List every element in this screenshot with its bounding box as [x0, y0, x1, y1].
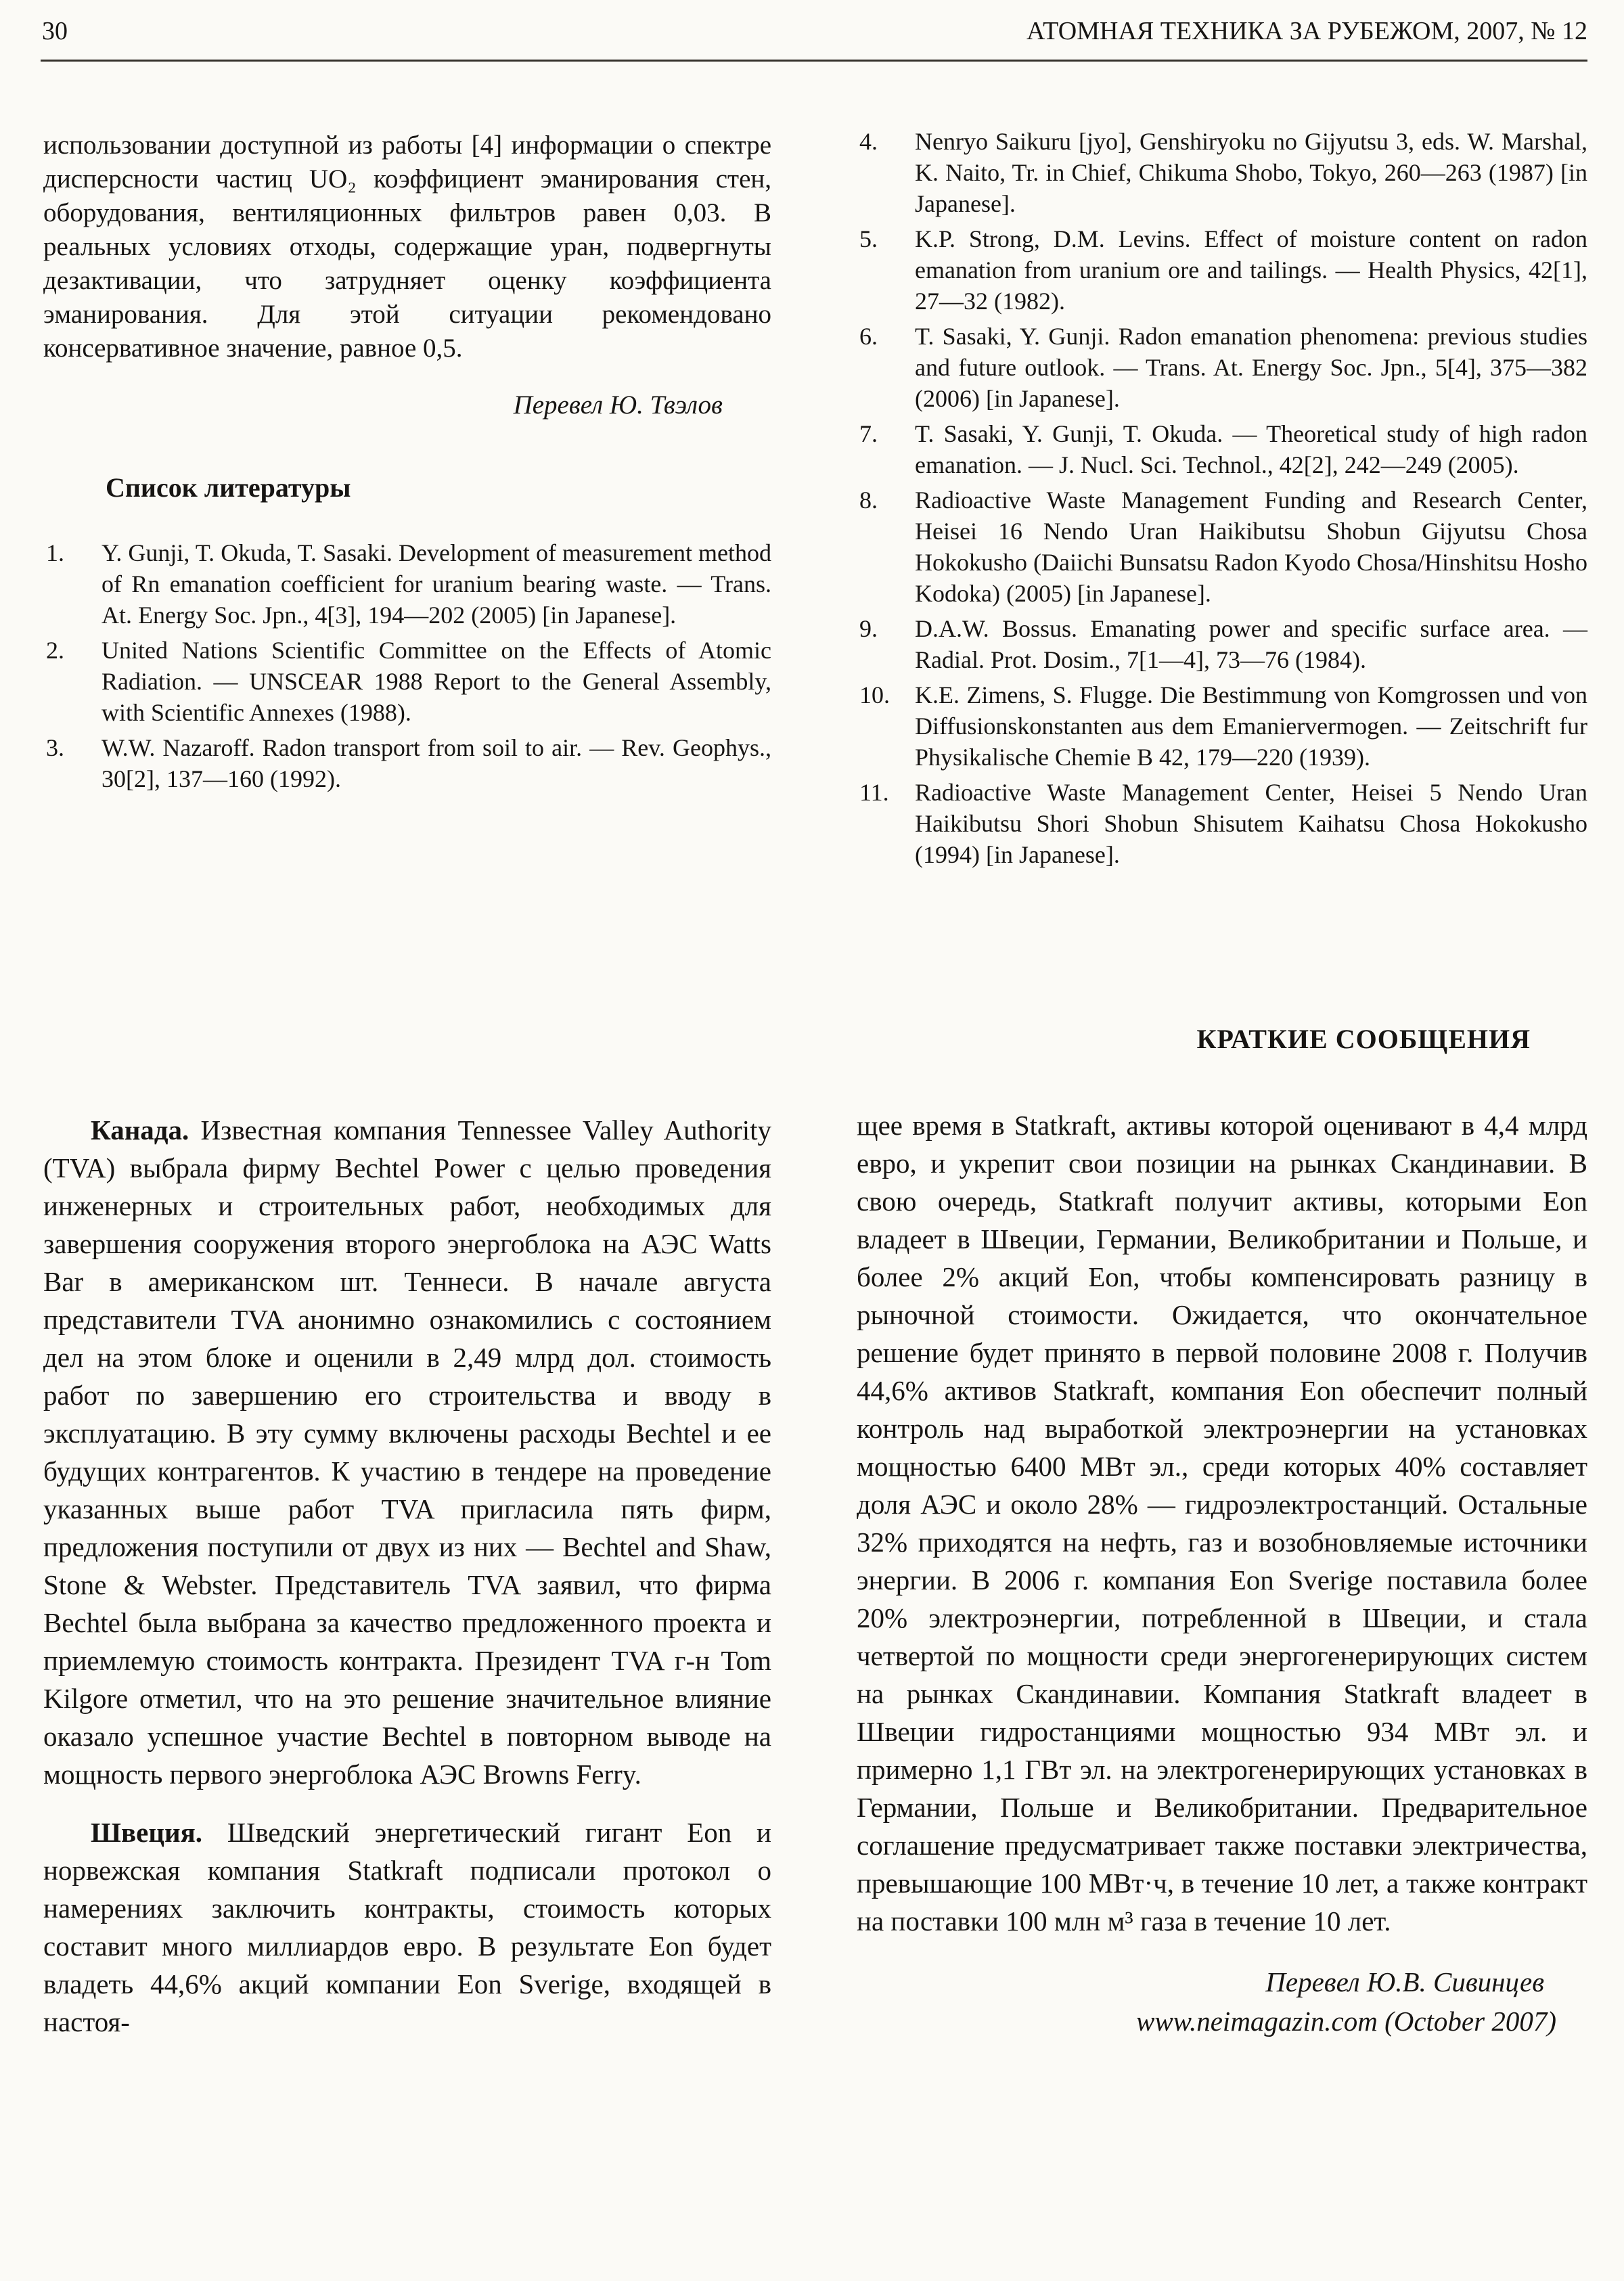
reference-item — [43, 635, 771, 728]
reference-text: T. Sasaki, Y. Gunji, T. Okuda. — Theoretical study of high radon emanation. — J. Nucl. Sci. Technol., 42[2], 242—249 (2005). — [915, 420, 1587, 478]
sweden-lead: Швеция. — [91, 1817, 203, 1848]
reference-item — [857, 679, 1587, 773]
reference-item — [857, 418, 1587, 480]
references-list-left — [43, 537, 771, 794]
reference-text: K.E. Zimens, S. Flugge. Die Bestimmung von Komgrossen und von Diffusionskonstanten aus dem Emaniervermogen. — Zeitschrift fur Physikalische Chemie B 42, 179—220 (1939). — [915, 681, 1587, 771]
reference-number: 1. — [46, 539, 64, 566]
reference-item — [857, 223, 1587, 317]
reference-number: 9. — [859, 615, 878, 642]
reference-number: 8. — [859, 487, 878, 514]
news-paragraph-continuation: щее время в Statkraft, активы которой оценивают в 4,4 млрд евро, и укрепит свои позиции на рынках Скандинавии. В свою очередь, Statkraft получит активы, которыми Eon владеет в Швеции, Германии, Великобритании и Польше, и более 2% акций Eon, чтобы компенсировать разницу в рыночной стоимости. Ожидается, что окончательное решение будет принято в первой половине 2008 г. Получив 44,6% активов Statkraft, компания Eon обеспечит полный контроль над выработкой электроэнергии на установках мощностью 6400 МВт эл., среди которых 40% составляет доля АЭС и около 28% — гидроэлектростанций. Остальные 32% приходятся на нефть, газ и возобновляемые источники энергии. В 2006 г. компания Eon Sverige поставила более 20% электроэнергии, потребленной в Швеции, и стала четвертой по мощности среди энергогенерирующих систем на рынках Скандинавии. Компания Statkraft владеет в Швеции гидростанциями мощностью 934 МВт эл. и примерно 1,1 ГВт эл. на электрогенерирующих установках в Германии, Польше и Великобритании. Предварительное соглашение предусматривает также поставки электричества, превышающие 100 МВт·ч, в течение 10 лет, а также контракт на поставки 100 млн м³ газа в течение 10 лет. — [857, 1110, 1587, 1937]
news-paragraph-canada — [43, 1111, 771, 1793]
sweden-text: Шведский энергетический гигант Eon и норвежская компания Statkraft подписали протокол о намерениях заключить контракты, стоимость которых составит много миллиардов евро. В результате Eon будет владеть 44,6% акций компании Eon Sverige, входящей в настоя- — [43, 1817, 772, 2037]
reference-number: 2. — [46, 637, 64, 664]
reference-item — [43, 732, 771, 794]
reference-text: Nenryo Saikuru [jyo], Genshiryoku no Gijyutsu 3, eds. W. Marshal, K. Naito, Tr. in Chief, Chikuma Shobo, Tokyo, 260—263 (1987) [in Japanese]. — [915, 128, 1587, 217]
reference-number: 3. — [46, 734, 64, 761]
left-column-news — [43, 1111, 771, 2041]
reference-text: Radioactive Waste Management Center, Heisei 5 Nendo Uran Haikibutsu Shori Shobun Shisutem Kaihatsu Chosa Hokokusho (1994) [in Japanese]. — [915, 779, 1587, 868]
right-column-top — [857, 126, 1587, 874]
page-number: 30 — [42, 17, 68, 45]
brief-news-heading: КРАТКИЕ СООБЩЕНИЯ — [1196, 1024, 1531, 1054]
reference-text: T. Sasaki, Y. Gunji. Radon emanation phenomena: previous studies and future outlook. — Trans. At. Energy Soc. Jpn., 5[4], 375—382 (2006) [in Japanese]. — [915, 323, 1587, 412]
translator-line-1: Перевел Ю. Твэлов — [513, 390, 723, 420]
canada-lead: Канада. — [91, 1114, 189, 1146]
reference-number: 11. — [859, 779, 889, 806]
reference-item — [857, 484, 1587, 609]
reference-number: 10. — [859, 681, 890, 708]
source-line: www.neimagazin.com (October 2007) — [1135, 2006, 1556, 2037]
journal-title: АТОМНАЯ ТЕХНИКА ЗА РУБЕЖОМ, 2007, № 12 — [1026, 17, 1587, 45]
right-column-news — [857, 1023, 1587, 2037]
header-rule — [41, 60, 1587, 62]
reference-text: D.A.W. Bossus. Emanating power and specific surface area. — Radial. Prot. Dosim., 7[1—4], 73—76 (1984). — [915, 615, 1587, 673]
reference-number: 7. — [859, 420, 878, 447]
reference-item — [43, 537, 771, 631]
reference-number: 4. — [859, 128, 878, 155]
left-column-top — [43, 129, 771, 798]
reference-text: Radioactive Waste Management Funding and Research Center, Heisei 16 Nendo Uran Haikibutsu Shobun Gijyutsu Chosa Hokokusho (Daiichi Bunsatsu Radon Kyodo Chosa/Hinshitsu Hosho Kodoka) (2005) [in Japanese]. — [915, 487, 1587, 607]
translator-line-2: Перевел Ю.В. Сивинцев — [1265, 1966, 1544, 1997]
news-paragraph-sweden — [43, 1813, 771, 2041]
reference-text: United Nations Scientific Committee on the Effects of Atomic Radiation. — UNSCEAR 1988 Report to the General Assembly, with Scientific Annexes (1988). — [102, 637, 771, 726]
canada-text: Известная компания Tennessee Valley Authority (TVA) выбрала фирму Bechtel Power с целью проведения инженерных и строительных работ, необходимых для завершения сооружения второго энергоблока на АЭС Watts Bar в американском шт. Теннеси. В начале августа представители TVA анонимно ознакомились с состоянием дел на этом блоке и оценили в 2,49 млрд дол. стоимость работ по завершению его строительства и вводу в эксплуатацию. В эту сумму включены расходы Bechtel и ее будущих контрагентов. К участию в тендере на проведение указанных выше работ TVA пригласила пять фирм, предложения поступили от двух из них — Bechtel and Shaw, Stone & Webster. Представитель TVA заявил, что фирма Bechtel была выбрана за качество предложенного проекта и приемлемую стоимость контракта. Президент TVA г-н Tom Kilgore отметил, что на это решение значительное влияние оказало успешное участие Bechtel в повторном выводе на мощность первого энергоблока АЭС Browns Ferry. — [43, 1114, 771, 1790]
references-list-right — [857, 126, 1587, 870]
reference-item — [857, 126, 1587, 219]
page-header — [42, 16, 1587, 46]
reference-text: K.P. Strong, D.M. Levins. Effect of moisture content on radon emanation from uranium ore and tailings. — Health Physics, 42[1], 27—32 (1982). — [915, 225, 1587, 315]
reference-number: 6. — [859, 323, 878, 350]
references-heading: Список литературы — [106, 472, 351, 503]
reference-item — [857, 321, 1587, 414]
reference-item — [857, 613, 1587, 675]
reference-text: Y. Gunji, T. Okuda, T. Sasaki. Development of measurement method of Rn emanation coefficient for uranium bearing waste. — Trans. At. Energy Soc. Jpn., 4[3], 194—202 (2005) [in Japanese]. — [102, 539, 771, 629]
reference-number: 5. — [859, 225, 878, 252]
article-end-paragraph: использовании доступной из работы [4] информации о спектре дисперсности частиц UO₂ коэффициент эманирования стен, оборудования, вентиляционных фильтров равен 0,03. В реальных условиях отходы, содержащие уран, подвергнуты дезактивации, что затрудняет оценку коэффициента эманирования. Для этой ситуации рекомендовано консервативное значение, равное 0,5. — [43, 131, 771, 363]
reference-item — [857, 777, 1587, 870]
reference-text: W.W. Nazaroff. Radon transport from soil to air. — Rev. Geophys., 30[2], 137—160 (1992). — [102, 734, 771, 792]
